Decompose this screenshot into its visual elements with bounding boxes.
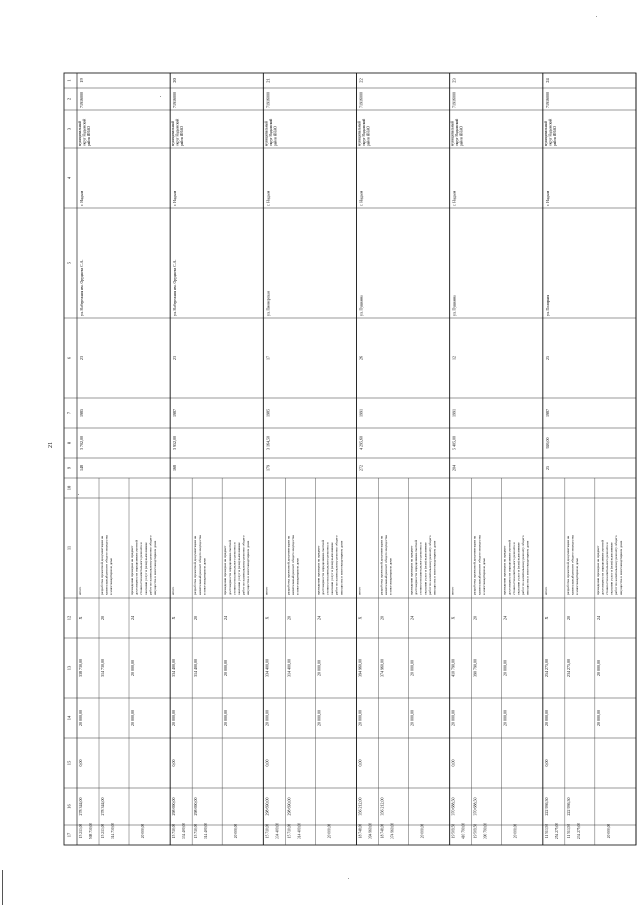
work-type: итого: [543, 586, 548, 595]
work-type: итого: [171, 586, 176, 595]
build-year: 1991: [358, 409, 364, 417]
oktmo-code: 71916000: [544, 92, 550, 108]
work-type: проведение проверки на предмет: [595, 545, 600, 595]
cost-col-15: 370 688,50: [450, 797, 456, 816]
street-name: ул. Полярная: [545, 294, 550, 316]
cost-total: 374 960,00: [379, 659, 385, 677]
work-code: 20: [472, 616, 478, 620]
cost-total: 20 000,00: [502, 660, 508, 676]
work-code: Х: [543, 616, 549, 620]
column-number-11: 11: [66, 545, 72, 551]
cost-col-16: 19 509,50: [451, 823, 456, 839]
work-type: имущества в многоквартирном доме: [153, 540, 157, 595]
column-number-1: 1: [66, 79, 72, 82]
oktmo-code: 71916000: [358, 92, 364, 108]
cost-col-13: 20 000,00: [316, 710, 322, 726]
work-type: капитальный ремонт общего имущества: [197, 534, 202, 595]
work-type: оказание услуг и (или) выполнение: [516, 542, 521, 595]
cost-col-15: 298 690,00: [286, 797, 292, 816]
cost-col-17: 314 730,00: [111, 822, 115, 840]
work-type: работ по капитальному ремонту общего: [148, 535, 153, 595]
work-code: 24: [223, 616, 229, 620]
work-type: оказание услуг и (или) выполнение: [609, 542, 614, 595]
work-type: разработка проектной документации на: [472, 535, 477, 595]
cost-col-16: 11 513,50: [544, 823, 549, 839]
work-type: капитальный ремонт общего имущества: [290, 534, 295, 595]
build-year: 1991: [451, 409, 457, 417]
work-type: в многоквартирном доме: [109, 557, 114, 595]
work-type: стоимости капитального ремонта и: [511, 542, 516, 595]
work-type: имущества в многоквартирном доме: [246, 540, 251, 595]
work-subrow: [596, 535, 623, 838]
work-type: достоверности определения сметной: [320, 540, 325, 595]
oktmo-code: 71916000: [265, 92, 271, 108]
municipality-name: муниципальный: [78, 120, 82, 146]
residents-count: 179: [265, 465, 271, 471]
municipality-name: округ Надымский: [82, 118, 87, 146]
municipality-name: район ЯНАО: [459, 126, 464, 146]
municipality-name: муниципальный: [357, 120, 362, 146]
municipality-name: муниципальный: [171, 120, 176, 146]
work-subrow: [544, 587, 560, 840]
work-type: капитальный ремонт общего имущества: [104, 534, 109, 595]
work-type: достоверности определения сметной: [134, 540, 139, 595]
build-year: 1987: [544, 409, 550, 417]
work-subrow: [223, 535, 250, 838]
column-number-10: 10: [66, 485, 72, 491]
work-type: в многоквартирном доме: [202, 557, 207, 595]
cost-col-16: 15 710,00: [287, 823, 292, 839]
column-number-8: 8: [66, 441, 72, 445]
work-code: 24: [595, 616, 601, 620]
work-code: 24: [502, 616, 508, 620]
street-name: ул. Набережная им. Оруджева С.А.: [80, 259, 84, 316]
row-number: 19: [79, 78, 84, 83]
cost-col-15: 356 212,00: [379, 797, 385, 816]
total-area: 3 952,00: [172, 436, 178, 450]
column-number-17: 17: [66, 832, 72, 838]
work-type: достоверности определения сметной: [507, 540, 512, 595]
build-year: 1985: [79, 409, 84, 417]
cost-total: 314 400,00: [286, 659, 292, 677]
oktmo-code: 71916000: [451, 92, 457, 108]
work-type: оказание услуг и (или) выполнение: [236, 542, 241, 595]
cost-col-16: 18 748,00: [380, 823, 385, 839]
cost-col-17: 374 960,00: [390, 822, 395, 840]
oktmo-code: 71916000: [172, 92, 178, 108]
work-type: в многоквартирном доме: [481, 557, 486, 595]
column-number-16: 16: [66, 804, 72, 809]
column-number-13: 13: [66, 665, 72, 671]
residents-count: 25: [544, 466, 550, 470]
municipality-name: муниципальный: [543, 120, 548, 146]
column-number-6: 6: [66, 356, 72, 360]
cost-col-17: 234 275,00: [576, 822, 581, 840]
work-type: в многоквартирном доме: [295, 557, 300, 595]
oktmo-code: 71916000: [79, 92, 84, 108]
cost-col-15: 298 690,00: [171, 797, 177, 816]
cost-col-13: 20 000,00: [223, 710, 229, 726]
work-subrow: [503, 535, 530, 838]
work-type: итого: [78, 586, 82, 595]
row-number: 24: [544, 78, 550, 83]
work-type: имущества в многоквартирном доме: [339, 540, 344, 595]
work-subrow: [130, 535, 157, 838]
cost-col-16: 18 748,00: [358, 823, 363, 839]
work-type: достоверности определения сметной: [414, 540, 419, 595]
column-number-4: 4: [66, 176, 72, 180]
cost-col-15: 278 344,00: [100, 797, 105, 816]
work-type: капитальный ремонт общего имущества: [384, 534, 389, 595]
cost-col-17: 394 960,00: [368, 822, 373, 840]
cost-col-17: 508 730,00: [89, 822, 93, 840]
work-type: разработка проектной документации на: [193, 535, 198, 595]
work-subrow: [286, 534, 302, 839]
work-type: оказание услуг и (или) выполнение: [330, 542, 335, 595]
cost-col-14: 0,00: [450, 759, 456, 767]
work-subrow: [316, 535, 343, 838]
work-type: разработка проектной документации на: [565, 535, 570, 595]
cost-col-13: 20 000,00: [409, 710, 415, 726]
work-code: 20: [565, 616, 571, 620]
table-row: [544, 73, 636, 845]
cost-col-14: 0,00: [264, 759, 270, 767]
column-number-9: 9: [66, 466, 72, 470]
municipality-name: округ Надымский: [268, 118, 273, 146]
work-type: в многоквартирном доме: [388, 557, 393, 595]
street-name: ул. Набережная им. Оруджева С.А.: [173, 259, 178, 316]
column-number-7: 7: [66, 411, 72, 415]
total-area: 3 164,50: [265, 436, 271, 450]
cost-col-15: 278 344,00: [78, 797, 83, 816]
cost-total: 338 730,00: [78, 659, 83, 677]
residents-count: 168: [172, 465, 178, 471]
cost-total: 390 790,00: [472, 659, 478, 677]
work-type: оказание услуг и (или) выполнение: [423, 542, 428, 595]
cost-col-17: 334 400,00: [182, 822, 187, 840]
table-row: [171, 73, 263, 845]
cost-col-16: 11 513,50: [566, 823, 571, 839]
work-subrow: [451, 587, 467, 840]
work-type: проведение проверки на предмет: [502, 545, 507, 595]
work-type: стоимости капитального ремонта и: [325, 542, 330, 595]
cost-total: 20 000,00: [595, 660, 601, 676]
work-code: Х: [450, 616, 456, 620]
work-code: Х: [171, 616, 177, 620]
municipality-name: муниципальный: [450, 120, 455, 146]
cost-col-13: 20 000,00: [357, 710, 363, 726]
cost-col-14: 0,00: [171, 759, 177, 767]
cost-total: 20 000,00: [316, 660, 322, 676]
street-name: ул. Пионерская: [266, 291, 271, 316]
cost-total: 254 275,00: [543, 659, 549, 677]
cost-total: 234 275,00: [565, 659, 571, 677]
house-number: 25: [544, 356, 550, 360]
work-type: разработка проектной документации на: [379, 535, 384, 595]
page-number: 21: [48, 442, 54, 448]
cost-total: 314 400,00: [193, 659, 199, 677]
work-type: имущества в многоквартирном доме: [525, 540, 530, 595]
cost-col-15: 370 688,50: [472, 797, 478, 816]
cost-col-13: 20 000,00: [130, 710, 135, 726]
house-number: 12: [451, 356, 457, 360]
work-subrow: [410, 535, 437, 838]
work-code: 24: [409, 616, 415, 620]
cost-col-17: 254 275,00: [554, 822, 559, 840]
column-number-3: 3: [66, 127, 72, 131]
cost-total: 334 400,00: [264, 659, 270, 677]
cost-col-17: 314 400,00: [204, 822, 209, 840]
build-year: 1987: [172, 409, 178, 417]
cost-total: 20 000,00: [223, 660, 229, 676]
work-code: Х: [264, 616, 270, 620]
work-code: Х: [357, 616, 363, 620]
municipality-name: район ЯНАО: [273, 126, 278, 146]
work-subrow: [358, 587, 374, 840]
work-type: стоимости капитального ремонта и: [418, 542, 423, 595]
table: [64, 73, 636, 845]
municipality-name: округ Надымский: [455, 118, 460, 146]
cost-col-17: 334 400,00: [275, 822, 280, 840]
municipality-name: округ Надымский: [175, 118, 180, 146]
house-number: 23: [79, 356, 84, 360]
work-type: итого: [357, 586, 362, 595]
cost-total: 314 730,00: [100, 659, 105, 677]
cost-col-13: 20 000,00: [78, 710, 83, 726]
work-type: в многоквартирном доме: [575, 557, 580, 595]
house-number: 23: [172, 356, 178, 360]
work-code: 20: [100, 616, 105, 620]
municipality-name: район ЯНАО: [87, 126, 91, 146]
work-type: стоимости капитального ремонта и: [139, 542, 144, 595]
municipality-name: район ЯНАО: [366, 126, 371, 146]
cost-col-17: 20 000,00: [141, 823, 145, 839]
cost-col-15: 222 936,50: [543, 797, 549, 816]
cost-col-13: 20 000,00: [264, 710, 270, 726]
work-type: проведение проверки на предмет: [223, 545, 228, 595]
municipality-name: район ЯНАО: [180, 126, 185, 146]
work-type: проведение проверки на предмет: [409, 545, 414, 595]
cost-col-16: 19 509,50: [473, 823, 478, 839]
cost-col-15: 356 212,00: [357, 797, 363, 816]
cost-total: 394 960,00: [357, 659, 363, 677]
house-number: 26: [358, 356, 364, 360]
work-subrow: [193, 534, 209, 839]
work-subrow: [566, 534, 582, 839]
column-number-5: 5: [66, 261, 72, 265]
total-area: 5 405,00: [451, 436, 457, 450]
table-row: [264, 73, 356, 845]
cost-col-17: 410 790,00: [461, 822, 466, 840]
cost-col-17: 20 000,00: [234, 823, 239, 839]
cost-col-14: 0,00: [357, 759, 363, 767]
work-subrow: [171, 587, 187, 840]
work-type: работ по капитальному ремонту общего: [521, 535, 526, 595]
work-subrow: [473, 534, 489, 839]
work-type: оказание услуг и (или) выполнение: [143, 542, 148, 595]
total-area: 926,00: [544, 437, 550, 449]
street-name: ул. Пушкина: [452, 295, 457, 316]
residents-count: 204: [451, 465, 457, 471]
cost-col-16: 15 213,00: [101, 823, 105, 839]
work-type: достоверности определения сметной: [600, 540, 605, 595]
locality-name: г. Надым: [172, 190, 178, 206]
cost-col-15: 298 690,00: [193, 797, 199, 816]
work-type: стоимости капитального ремонта и: [232, 542, 237, 595]
locality-name: г. Надым: [544, 190, 550, 206]
work-code: 20: [379, 616, 385, 620]
municipality-name: округ Надымский: [362, 118, 366, 146]
work-code: 24: [316, 616, 322, 620]
work-type: имущества в многоквартирном доме: [618, 540, 623, 595]
residents-count: 272: [358, 465, 364, 471]
cost-col-14: 0,00: [78, 759, 83, 767]
locality-name: г. Надым: [451, 190, 457, 206]
total-area: 3 702,00: [79, 436, 84, 450]
municipality-name: округ Надымский: [548, 118, 553, 146]
work-type: разработка проектной документации на: [100, 535, 104, 595]
work-type: имущества в многоквартирном доме: [432, 540, 437, 595]
cost-total: 410 790,00: [450, 659, 456, 677]
cost-col-13: 20 000,00: [595, 710, 601, 726]
total-area: 4 295,60: [358, 436, 364, 450]
row-number: 21: [265, 78, 271, 83]
municipality-name: район ЯНАО: [552, 126, 557, 146]
cost-col-14: 0,00: [543, 759, 549, 767]
cost-col-13: 20 000,00: [502, 710, 508, 726]
table-row: [78, 73, 170, 845]
cost-col-17: 20 000,00: [327, 823, 332, 839]
work-type: достоверности определения сметной: [227, 540, 232, 595]
column-number-12: 12: [66, 615, 72, 621]
column-number-14: 14: [66, 715, 72, 721]
cost-total: 334 400,00: [171, 659, 177, 677]
work-code: 24: [130, 616, 135, 620]
cost-col-13: 20 000,00: [450, 710, 456, 726]
work-type: работ по капитальному ремонту общего: [427, 535, 432, 595]
work-type: итого: [264, 586, 269, 595]
residents-count: 148: [79, 465, 84, 471]
cost-col-17: 20 000,00: [513, 823, 518, 839]
street-name: ул. Пушкина: [359, 295, 364, 316]
work-code: 20: [286, 616, 292, 620]
row-number: 23: [451, 78, 457, 83]
cost-col-17: 20 000,00: [606, 823, 611, 839]
column-number-2: 2: [66, 97, 72, 101]
cost-col-17: 314 400,00: [297, 822, 302, 840]
cost-total: 20 000,00: [409, 660, 415, 676]
work-code: Х: [78, 616, 83, 620]
work-subrow: [264, 587, 280, 840]
work-type: работ по капитальному ремонту общего: [334, 535, 339, 595]
cost-col-16: 15 213,00: [79, 823, 83, 839]
work-type: проведение проверки на предмет: [130, 545, 134, 595]
work-type: капитальный ремонт общего имущества: [477, 534, 482, 595]
work-type: итого: [450, 586, 455, 595]
locality-name: г. Надым: [358, 190, 364, 206]
cost-col-13: 20 000,00: [171, 710, 177, 726]
work-subrow: [380, 534, 396, 839]
cost-col-15: 298 690,00: [264, 797, 270, 816]
cost-col-13: 20 000,00: [543, 710, 549, 726]
table-row: [451, 73, 543, 845]
cost-col-16: 15 710,00: [265, 823, 270, 839]
work-type: капитальный ремонт общего имущества: [570, 534, 575, 595]
cost-col-17: 20 000,00: [420, 823, 425, 839]
locality-name: г. Надым: [265, 190, 271, 206]
column-number-15: 15: [66, 760, 72, 766]
work-subrow: [100, 534, 116, 839]
work-type: разработка проектной документации на: [286, 535, 291, 595]
cost-col-16: 15 710,00: [194, 823, 199, 839]
work-type: проведение проверки на предмет: [316, 545, 321, 595]
cost-total: 20 000,00: [130, 660, 135, 676]
row-number: 22: [358, 78, 364, 83]
cost-col-15: 222 936,50: [565, 797, 571, 816]
house-number: 17: [265, 356, 271, 360]
build-year: 1985: [265, 409, 271, 417]
cost-col-16: 15 710,00: [172, 823, 177, 839]
work-type: работ по капитальному ремонту общего: [241, 535, 246, 595]
cost-col-17: 390 790,00: [483, 822, 488, 840]
row-number: 20: [172, 78, 178, 83]
municipality-name: муниципальный: [264, 120, 269, 146]
work-subrow: [78, 587, 94, 840]
work-type: стоимости капитального ремонта и: [605, 542, 610, 595]
work-code: 20: [193, 616, 199, 620]
table-row: [358, 73, 450, 845]
locality-name: г. Надым: [79, 190, 84, 206]
work-type: работ по капитальному ремонту общего: [614, 535, 619, 595]
